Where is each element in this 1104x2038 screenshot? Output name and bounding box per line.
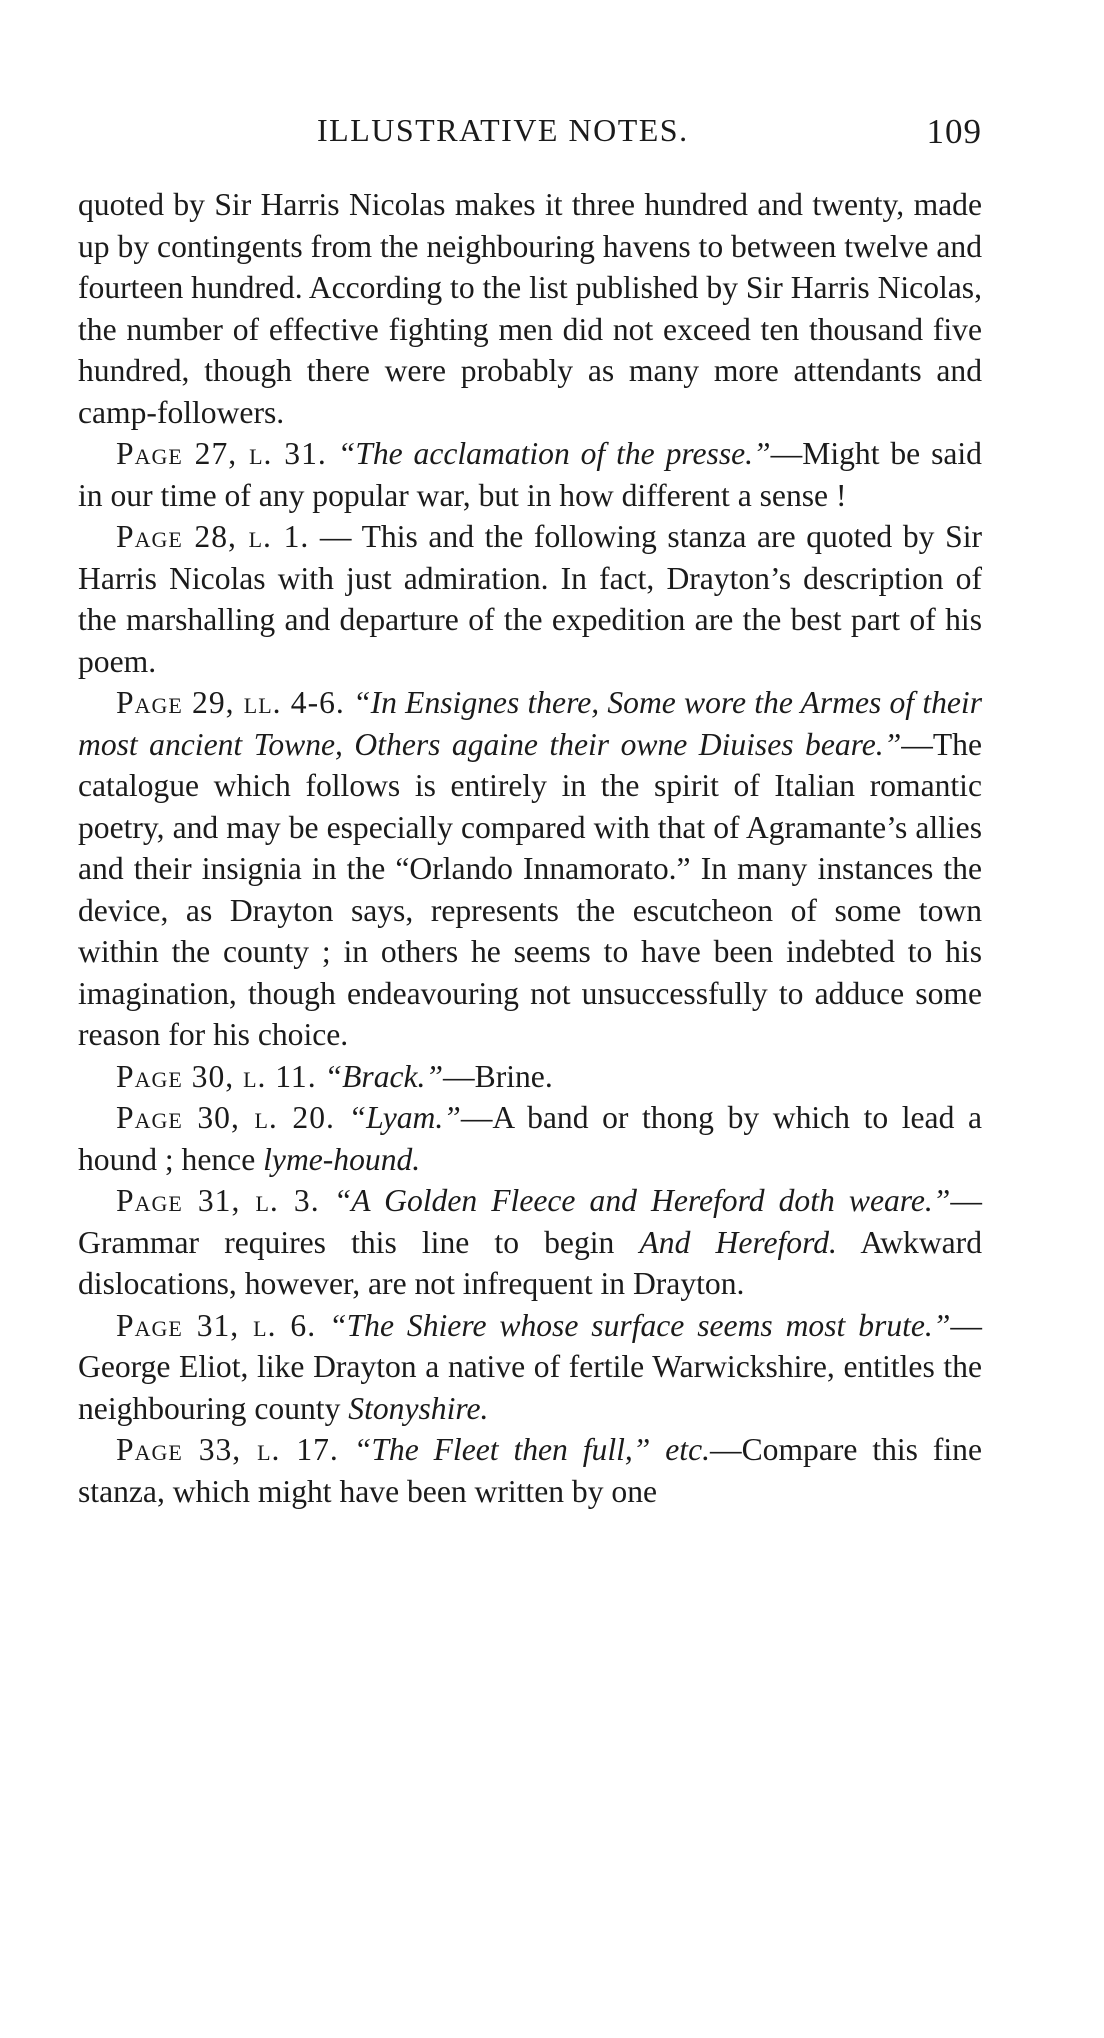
note-reference: Page 30, l. 20. [116, 1100, 335, 1135]
note-quote: “The acclamation of the presse.” [337, 436, 771, 471]
note-reference: Page 31, l. 3. [116, 1183, 320, 1218]
note-text: —The catalogue which follows is entirely in the spirit of Italian romantic poetry, and may be especially compared with that of Agramante’s allies and their insignia in the “Orlando Innamorato.” In many instances the device, as Drayton says, represents the escutcheon of some town within the county ; in others he seems to have been indebted to his imagination, though endeavouring not unsuccessfully to adduce some reason for his choice. [78, 726, 982, 1052]
note-italic-term: lyme-hound. [263, 1141, 421, 1177]
book-page [78, 0, 982, 2038]
note-text: —A band or thong by which to lead a hound ; hence [78, 1100, 982, 1177]
note-reference: Page 33, l. 17. [116, 1432, 339, 1467]
page-number: 109 [926, 112, 982, 151]
note-quote: “In Ensignes there, Some wore the Armes of their most ancient Towne, Others againe their owne Diuises beare.” [78, 685, 982, 762]
note-page-33 [78, 1429, 982, 1512]
note-page-31-hereford [78, 1180, 982, 1305]
note-reference: Page 30, l. 11. [116, 1058, 317, 1094]
note-text: —Grammar requires this line to begin [78, 1183, 982, 1260]
notes-body [78, 184, 982, 1512]
note-reference: Page 29, ll. 4-6. [116, 685, 345, 720]
note-page-27 [78, 433, 982, 516]
note-text: —Brine. [443, 1058, 553, 1094]
note-italic-term: etc. [665, 1432, 711, 1467]
note-text: —Might be said in our time of any popular war, but in how different a sense ! [78, 436, 982, 513]
note-quote: “Lyam.” [348, 1100, 461, 1135]
note-page-30-brack [78, 1056, 982, 1098]
note-page-30-lyam [78, 1097, 982, 1180]
note-text-continued: —Compare this fine stanza, which might have been written by one [78, 1432, 983, 1509]
note-text-continued: Awkward dislocations, however, are not infrequent in Drayton. [78, 1224, 982, 1301]
note-quote: “The Fleet then full,” [353, 1432, 651, 1467]
note-text: — This and the following stanza are quoted by Sir Harris Nicolas with just admiration. In fact, Drayton’s description of the marshalling and departure of the expedition are the best part of his poem. [78, 519, 982, 679]
note-page-31-shiere [78, 1305, 982, 1430]
running-head-title: ILLUSTRATIVE NOTES. [317, 112, 689, 148]
running-head [78, 112, 982, 162]
note-reference: Page 28, l. 1. [116, 519, 310, 554]
note-quote: “A Golden Fleece and Hereford doth weare.” [333, 1183, 951, 1218]
continuation-paragraph: quoted by Sir Harris Nicolas makes it three hundred and twenty, made up by contingents from the neighbouring havens to between twelve and fourteen hundred. According to the list published by Sir Harris Nicolas, the number of effective fighting men did not exceed ten thousand five hundred, though there were probably as many more attendants and camp-followers. [78, 187, 982, 430]
note-italic-term: Stonyshire. [348, 1390, 489, 1426]
note-page-28 [78, 516, 982, 682]
note-text: —George Eliot, like Drayton a native of fertile Warwickshire, entitles the neighbouring county [78, 1307, 982, 1426]
note-italic-term: And Hereford. [639, 1224, 837, 1260]
note-reference: Page 31, l. 6. [116, 1307, 317, 1343]
note-quote: “Brack.” [324, 1058, 444, 1094]
note-reference: Page 27, l. 31. [116, 436, 327, 471]
note-quote: “The Shiere whose surface seems most brute.” [329, 1307, 951, 1343]
note-page-29 [78, 682, 982, 1056]
